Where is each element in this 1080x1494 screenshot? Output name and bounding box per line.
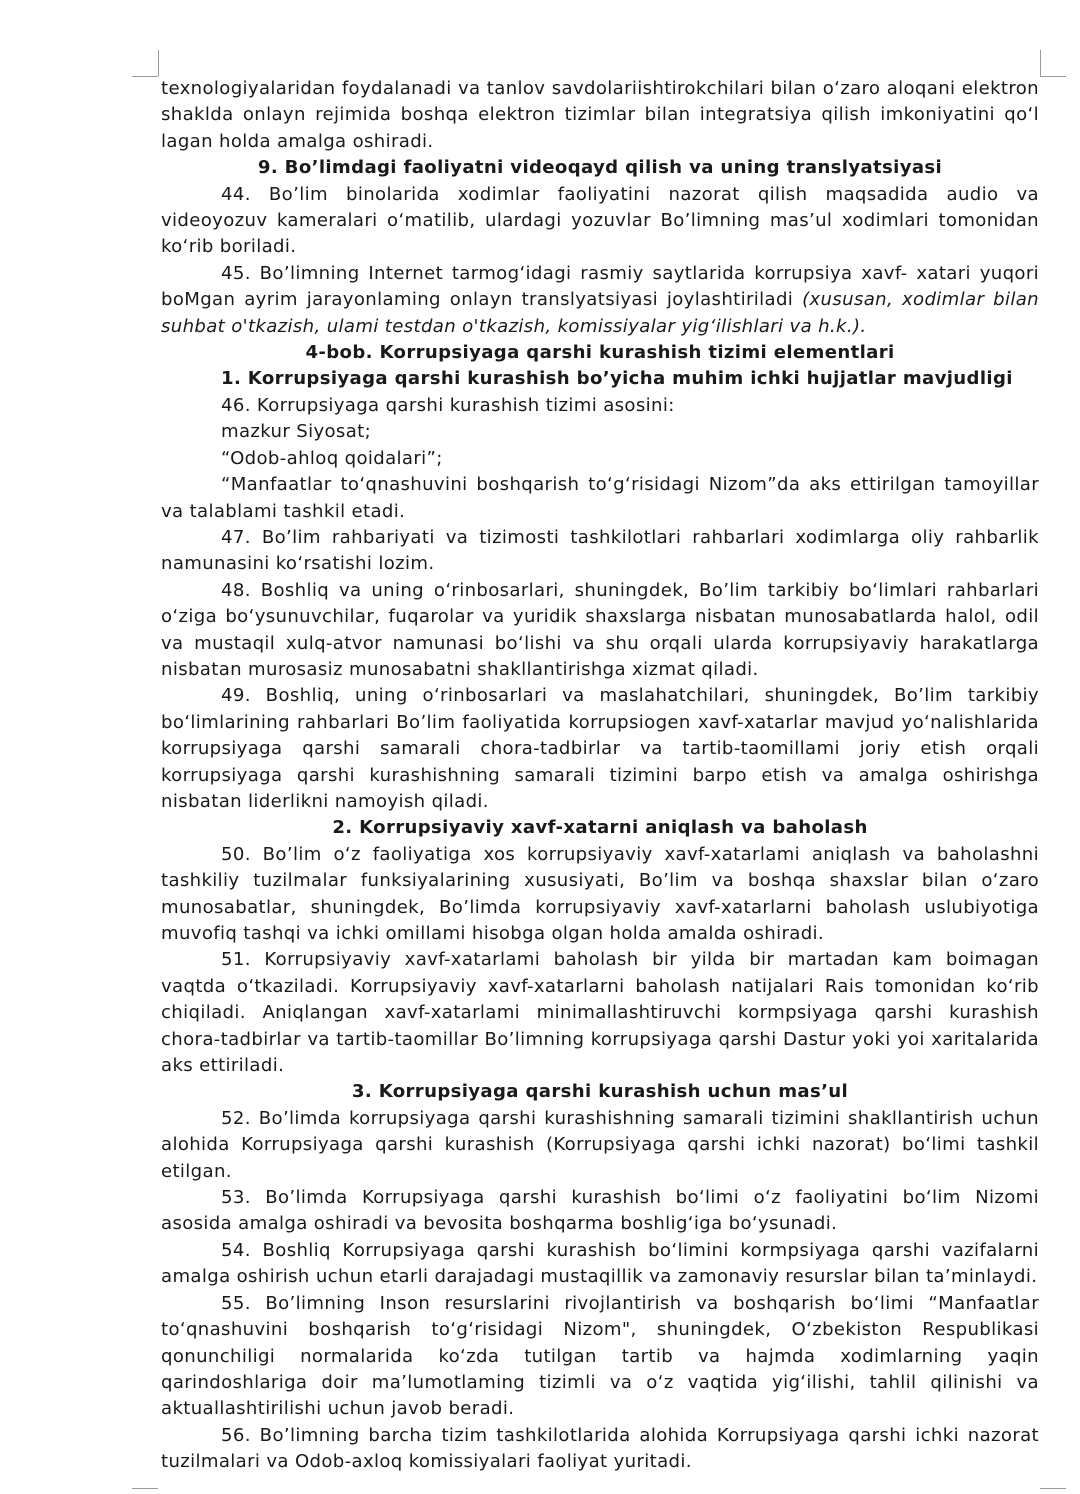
section-heading-1: 1. Korrupsiyaga qarshi kurashish bo’yicha muhim ichki hujjatlar mavjudligi [221, 368, 1013, 390]
paragraph-48: 48. Boshliq va uning o‘rinbosarlari, shuningdek, Bo’lim tarkibiy bo‘limlari rahbarlari o‘ziga bo‘ysunuvchilar, fuqarolar va yuridik shaxslarga nisbatan munosabatlarda halol, odil va mustaqil xulq-atvor namunasi bo‘lishi va shu orqali ularda korrupsiyaviy harakatlarga nisbatan murosasiz munosabatni shakllantirishga xizmat qiladi. [161, 579, 1039, 680]
paragraph-49: 49. Boshliq, uning o‘rinbosarlari va maslahatchilari, shuningdek, Bo’lim tarkibiy bo‘limlarining rahbarlari Bo’lim faoliyatida korrupsiogen xavf-xatarlar mavjud yo‘nalishlarida korrupsiyaga qarshi samarali chora-tadbirlar va tartib-taomillami joriy etish orqali korrupsiyaga qarshi kurashishning samarali tizimini barpo etish va amalga oshirishga nisbatan liderlikni namoyish qiladi. [161, 685, 1039, 812]
corner-mark-bottom-left [132, 1488, 158, 1489]
paragraph-51: 51. Korrupsiyaviy xavf-xatarlami baholash bir yilda bir martadan kam boimagan vaqtda o‘tkaziladi. Korrupsiyaviy xavf-xatarlarni baholash natijalari Rais tomonidan ko‘rib chiqiladi. Aniqlangan xavf-xatarlami minimallashtiruvchi kormpsiyaga qarshi kurashish chora-tadbirlar va tartib-taomillar Bo’limning korrupsiyaga qarshi Dastur yoki yoi xaritalarida aks ettiriladi. [161, 949, 1039, 1077]
section-heading-2: 2. Korrupsiyaviy xavf-xatarni aniqlash va baholash [332, 817, 868, 839]
list-item-siyosat: mazkur Siyosat; [221, 421, 372, 443]
paragraph-53: 53. Bo’limda Korrupsiyaga qarshi kurashish bo‘limi o‘z faoliyatini bo‘lim Nizomi asosida amalga oshiradi va bevosita boshqarma boshlig‘iga bo‘ysunadi. [161, 1187, 1039, 1235]
list-item-manfaatlar: “Manfaatlar to‘qnashuvini boshqarish to‘g‘risidagi Nizom”da aks ettirilgan tamoyillar va talablami tashkil etadi. [161, 474, 1039, 522]
corner-mark-top-right-vertical [1040, 50, 1041, 76]
paragraph-46: 46. Korrupsiyaga qarshi kurashish tizimi asosini: [221, 394, 675, 416]
chapter-heading-4: 4-bob. Korrupsiyaga qarshi kurashish tizimi elementlari [305, 342, 895, 364]
paragraph-45-italic: (xususan, xodimlar bilan suhbat o'tkazish, ulami testdan o'tkazish, komissiyalar yig‘ilishlari va h.k.). [161, 289, 1039, 337]
paragraph-56: 56. Bo’limning barcha tizim tashkilotlarida alohida Korrupsiyaga qarshi ichki nazorat tuzilmalari va Odob-axloq komissiyalari faoliyat yuritadi. [161, 1424, 1039, 1473]
section-heading-3: 3. Korrupsiyaga qarshi kurashish uchun mas’ul [351, 1081, 849, 1103]
paragraph-55: 55. Bo’limning Inson resurslarini rivojlantirish va boshqarish bo‘limi “Manfaatlar to‘qnashuvini boshqarish to‘g‘risidagi Nizom", shuningdek, O‘zbekiston Respublikasi qonunchiligi normalarida ko‘zda tutilgan tartib va hajmda xodimlarning yaqin qarindoshlariga doir ma’lumotlaming tizimli va o‘z vaqtida yig‘ilishi, tahlil qilinishi va aktuallashtirilishi uchun javob beradi. [161, 1292, 1039, 1420]
paragraph-45-text: 45. Bo’limning Internet tarmog‘idagi rasmiy saytlarida korrupsiya xavf- xatari yuqori boMgan ayrim jarayonlaming onlayn translyatsiyasi joylashtiriladi [161, 262, 1039, 311]
corner-mark-bottom-right [1040, 1488, 1066, 1489]
paragraph-44: 44. Bo’lim binolarida xodimlar faoliyatini nazorat qilish maqsadida audio va videoyozuv kameralari o‘matilib, ulardagi yozuvlar Bo’limning mas’ul xodimlari tomonidan ko‘rib boriladi. [161, 183, 1039, 258]
paragraph-47: 47. Bo’lim rahbariyati va tizimosti tashkilotlari rahbarlari xodimlarga oliy rahbarlik namunasini ko‘rsatishi lozim. [161, 526, 1039, 575]
paragraph-50: 50. Bo’lim o‘z faoliyatiga xos korrupsiyaviy xavf-xatarlami aniqlash va baholashni tashkiliy tuzilmalar funksiyalarining xususiyati, Bo’lim va boshqa shaxslar bilan o‘zaro munosabatlar, shuningdek, Bo’limda korrupsiyaviy xavf-xatarlarni baholash uslubiyotiga muvofiq tashqi va ichki omillami hisobga olgan holda amalda oshiradi. [161, 843, 1039, 944]
paragraph-52: 52. Bo’limda korrupsiyaga qarshi kurashishning samarali tizimini shakllantirish uchun alohida Korrupsiyaga qarshi kurashish (Korrupsiyaga qarshi ichki nazorat) bo‘limi tashkil etilgan. [161, 1107, 1039, 1182]
document-page [161, 76, 1039, 1476]
section-heading-9: 9. Bo’limdagi faoliyatni videoqayd qilish va uning translyatsiyasi [257, 157, 943, 179]
corner-mark-top-left-horizontal [132, 76, 158, 77]
corner-mark-top-left-vertical [158, 50, 159, 76]
paragraph-45 [161, 261, 1039, 340]
paragraph-54: 54. Boshliq Korrupsiyaga qarshi kurashish bo‘limini kormpsiyaga qarshi vazifalarni amalga oshirish uchun etarli darajadagi mustaqillik va zamonaviy resurslar bilan ta’minlaydi. [161, 1239, 1039, 1288]
list-item-odob-ahloq: “Odob-ahloq qoidalari”; [221, 447, 443, 469]
corner-mark-top-right-horizontal [1040, 76, 1066, 77]
paragraph-continuation: texnologiyalaridan foydalanadi va tanlov savdolariishtirokchilari bilan o‘zaro aloqani elektron shaklda onlayn rejimida boshqa elektron tizimlar bilan integratsiya qilish imkoniyatini qo‘l lagan holda amalga oshiradi. [161, 78, 1039, 152]
